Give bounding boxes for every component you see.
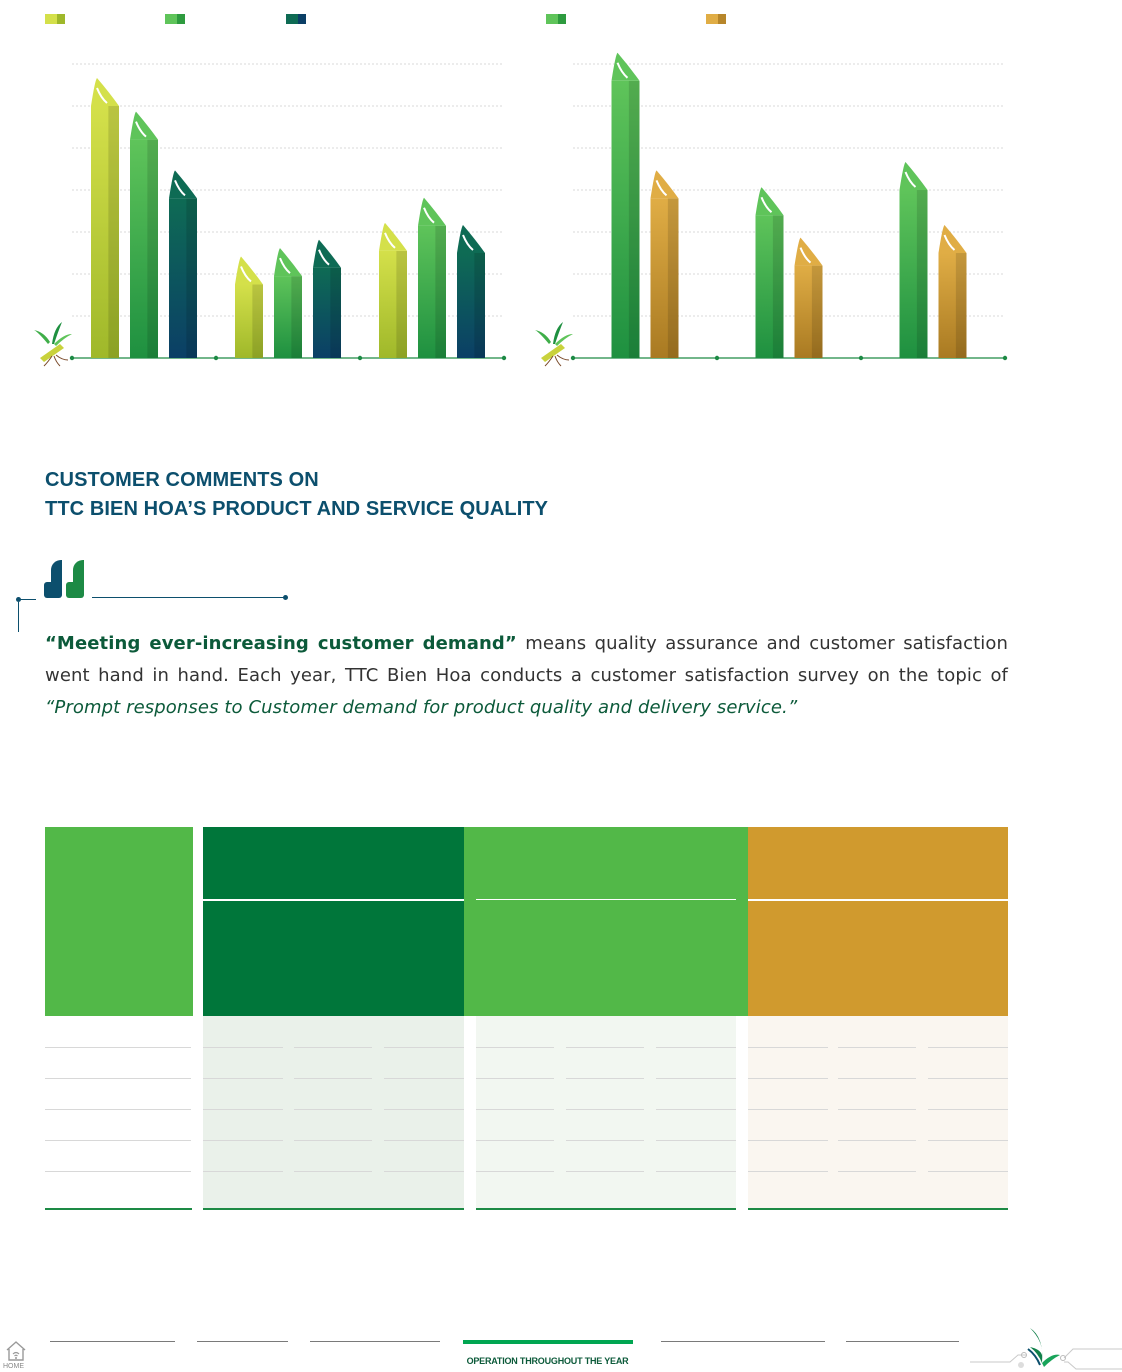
- table-row-rule: [928, 1140, 1008, 1141]
- table-row-rule: [838, 1078, 916, 1079]
- table-row-rule: [928, 1171, 1008, 1172]
- axis-node: [571, 356, 575, 360]
- bar-shade: [668, 198, 679, 358]
- table-header-col2-divider: [476, 899, 736, 900]
- table-row-rule: [294, 1109, 372, 1110]
- nav-link-active[interactable]: [463, 1340, 633, 1344]
- table-row-rule: [476, 1109, 554, 1110]
- bar-shade: [396, 251, 407, 358]
- table-row-rule: [838, 1140, 916, 1141]
- table-row-rule: [748, 1047, 828, 1048]
- table-bottom-rule-col0: [45, 1208, 192, 1210]
- bar-shade: [917, 190, 928, 358]
- table-row-rule: [203, 1109, 283, 1110]
- home-icon[interactable]: [4, 1340, 28, 1362]
- seedling-icon: [34, 322, 72, 366]
- footer-logo: [968, 1325, 1122, 1372]
- quote-mark-right: [66, 560, 84, 598]
- table-row-rule: [294, 1140, 372, 1141]
- bar-shade: [252, 285, 263, 359]
- bar-shade: [956, 253, 967, 358]
- bar-shade: [291, 276, 302, 358]
- bar-shade: [629, 81, 640, 358]
- table-row-rule: [384, 1109, 464, 1110]
- seedling-icon: [535, 322, 573, 366]
- bar-shade: [108, 106, 119, 358]
- chart-left: [0, 0, 540, 400]
- table-header-col2: [464, 827, 748, 1016]
- table-row-rule: [476, 1047, 554, 1048]
- axis-node: [358, 356, 362, 360]
- table-row-rule: [203, 1171, 283, 1172]
- axis-node: [70, 356, 74, 360]
- section-title: [45, 466, 745, 524]
- axis-node: [859, 356, 863, 360]
- table-row-rule: [45, 1140, 191, 1141]
- quote-italic: “Prompt responses to Customer demand for product quality and delivery service.”: [45, 697, 798, 718]
- table-row-rule: [45, 1109, 191, 1110]
- table-row-rule: [294, 1047, 372, 1048]
- bar-shade: [186, 198, 197, 358]
- table-row-rule: [928, 1078, 1008, 1079]
- bar-shade: [147, 140, 158, 358]
- quote-rule: [92, 597, 285, 598]
- table-row-rule: [294, 1171, 372, 1172]
- table-row-rule: [838, 1171, 916, 1172]
- table-row-rule: [384, 1171, 464, 1172]
- quote-lead: “Meeting ever-increasing customer demand”: [45, 633, 517, 654]
- table-row-rule: [748, 1078, 828, 1079]
- table-header-col1: [203, 827, 464, 1016]
- home-label[interactable]: HOME: [3, 1363, 24, 1370]
- table-body-col3: [748, 1016, 1008, 1208]
- section-title-line1: CUSTOMER COMMENTS ON: [45, 469, 319, 491]
- nav-link-1[interactable]: [50, 1341, 175, 1342]
- table-row-rule: [656, 1047, 736, 1048]
- nav-link-5[interactable]: [661, 1341, 825, 1342]
- table-row-rule: [476, 1140, 554, 1141]
- table-row-rule: [45, 1047, 191, 1048]
- bar-shade: [435, 226, 446, 358]
- table-row-rule: [566, 1078, 644, 1079]
- bar-shade: [474, 253, 485, 358]
- table-row-rule: [838, 1109, 916, 1110]
- table-row-rule: [928, 1047, 1008, 1048]
- nav-link-6[interactable]: [846, 1341, 959, 1342]
- quote-mark-left: [44, 560, 62, 598]
- table-row-rule: [566, 1047, 644, 1048]
- table-row-rule: [476, 1171, 554, 1172]
- table-bottom-rule-col2: [476, 1208, 736, 1210]
- table-bottom-rule-col1: [203, 1208, 464, 1210]
- table-row-rule: [838, 1047, 916, 1048]
- quote-paragraph: [45, 628, 1008, 724]
- bar-shade: [812, 266, 823, 358]
- table-row-rule: [476, 1078, 554, 1079]
- table-row-rule: [748, 1171, 828, 1172]
- table-row-rule: [45, 1078, 191, 1079]
- table-header-col0: [45, 827, 193, 1016]
- section-title-line2: TTC BIEN HOA’S PRODUCT AND SERVICE QUALITY: [45, 498, 549, 520]
- table-row-rule: [384, 1078, 464, 1079]
- table-body-col2: [476, 1016, 736, 1208]
- quote-body: means quality assurance and customer satisfaction went hand in hand. Each year, TTC Bien Hoa conducts a customer satisfaction survey on the topic of: [45, 633, 1008, 686]
- nav-active-label[interactable]: OPERATION THROUGHOUT THE YEAR: [466, 1356, 629, 1366]
- axis-node: [214, 356, 218, 360]
- table-row-rule: [656, 1171, 736, 1172]
- table-row-rule: [203, 1140, 283, 1141]
- table-row-rule: [566, 1140, 644, 1141]
- nav-link-3[interactable]: [310, 1341, 440, 1342]
- chart-right: [500, 0, 1040, 400]
- table-row-rule: [45, 1171, 191, 1172]
- table-row-rule: [294, 1078, 372, 1079]
- bar-shade: [330, 268, 341, 358]
- table-row-rule: [748, 1140, 828, 1141]
- table-row-rule: [566, 1171, 644, 1172]
- table-row-rule: [748, 1109, 828, 1110]
- table-header-col3: [748, 827, 1008, 1016]
- table-row-rule: [656, 1078, 736, 1079]
- bar-shade: [773, 215, 784, 358]
- axis-node: [1003, 356, 1007, 360]
- quote-left-vertical: [18, 602, 19, 632]
- table-row-rule: [656, 1140, 736, 1141]
- table-row-rule: [566, 1109, 644, 1110]
- table-row-rule: [656, 1109, 736, 1110]
- table-header-col1-divider: [203, 899, 464, 901]
- nav-link-2[interactable]: [197, 1341, 288, 1342]
- table-header-col3-divider: [748, 899, 1008, 901]
- table-row-rule: [384, 1140, 464, 1141]
- table-body-col1: [203, 1016, 464, 1208]
- table-row-rule: [384, 1047, 464, 1048]
- table-bottom-rule-col3: [748, 1208, 1008, 1210]
- table-row-rule: [203, 1078, 283, 1079]
- table-row-rule: [203, 1047, 283, 1048]
- quote-rule-dot: [283, 595, 288, 600]
- table-row-rule: [928, 1109, 1008, 1110]
- axis-node: [715, 356, 719, 360]
